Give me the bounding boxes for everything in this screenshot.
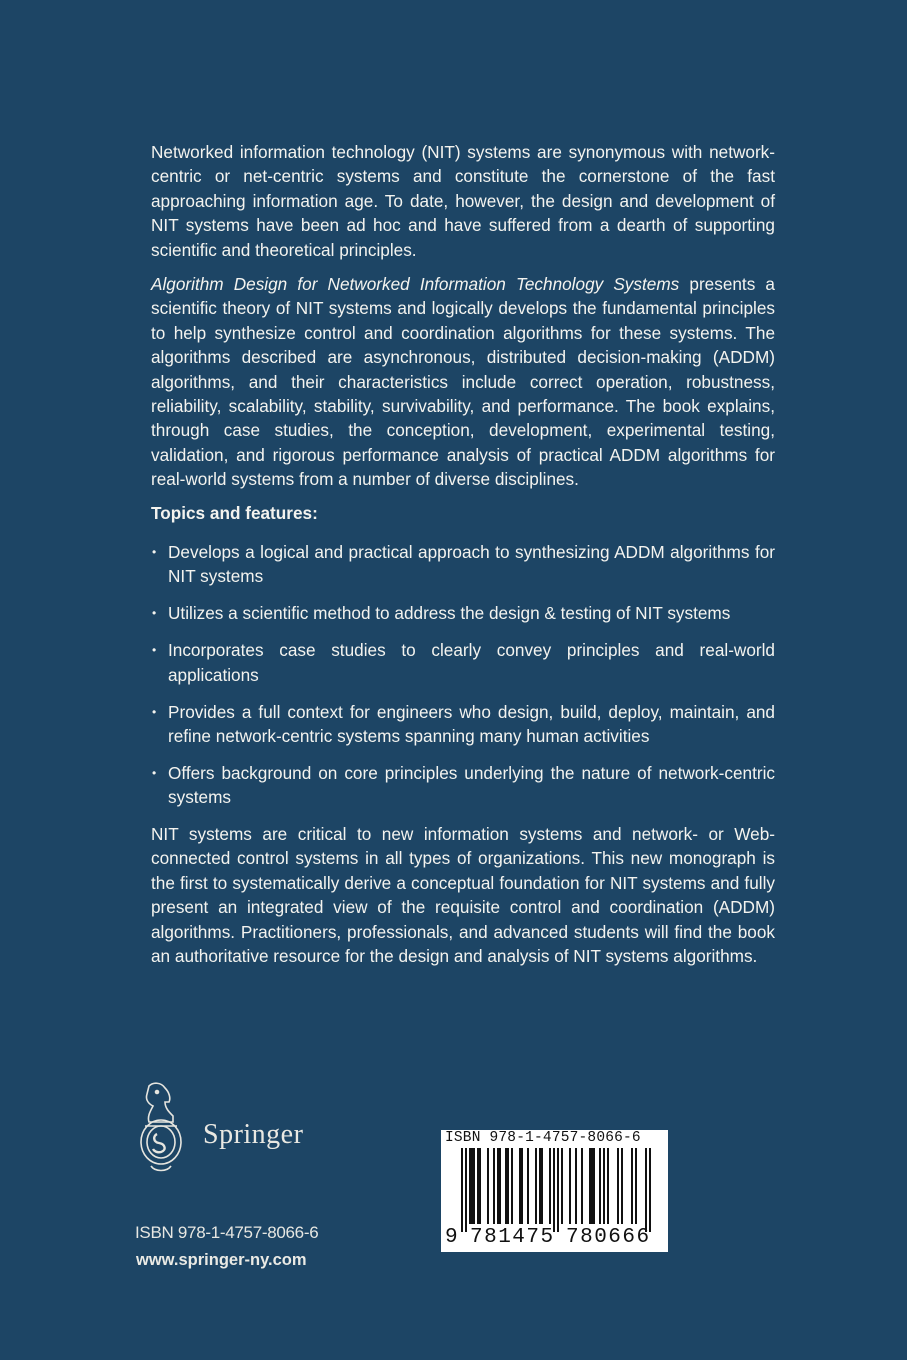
barcode-bar (549, 1148, 551, 1224)
barcode-bar (493, 1148, 495, 1224)
book-title-italic: Algorithm Design for Networked Information Technology Systems (151, 274, 680, 294)
barcode-isbn-text: ISBN 978-1-4757-8066-6 (445, 1130, 641, 1146)
topic-item (151, 540, 775, 589)
description-text: presents a scientific theory of NIT systems and logically develops the fundamental principles to help synthesize control and coordination algorithms for these systems. The algorithms described are asynchronous, distributed decision-making (ADDM) algorithms, and their characteristics include correct operation, robustness, reliability, scalability, stability, survivability, and performance. The book explains, through case studies, the conception, development, experimental testing, validation, and rigorous performance analysis of practical ADDM algorithms for real-world systems from a number of diverse disciplines. (151, 274, 775, 490)
isbn-label: ISBN 978-1-4757-8066-6 (135, 1223, 319, 1242)
barcode-bar (553, 1148, 555, 1232)
barcode-bar (649, 1148, 651, 1232)
barcode-bar (603, 1148, 605, 1224)
topic-item (151, 638, 775, 687)
barcode-bar (465, 1148, 467, 1232)
barcode-bar (521, 1148, 523, 1224)
barcode-bar (569, 1148, 571, 1224)
barcode-bar (575, 1148, 577, 1224)
topics-heading: Topics and features: (151, 503, 318, 523)
topic-text: Incorporates case studies to clearly convey principles and real-world applications (168, 640, 775, 685)
barcode-bar (507, 1148, 509, 1224)
barcode-bar (539, 1148, 541, 1224)
publisher-name: Springer (203, 1119, 304, 1150)
barcode-bar (497, 1148, 499, 1224)
barcode-bar (519, 1148, 521, 1224)
barcode-bar (621, 1148, 623, 1224)
bullet-icon: • (152, 765, 157, 780)
publisher-website[interactable]: www.springer-ny.com (136, 1251, 307, 1269)
topic-text: Offers background on core principles underlying the nature of network-centric systems (168, 762, 775, 808)
barcode-left-digits: 781475 (470, 1226, 555, 1249)
closing-paragraph: NIT systems are critical to new information systems and network- or Web-connected control systems in all types of organizations. This new monograph is the first to systematically derive a conceptual foundation for NIT systems and fully present an integrated view of the requisite control and coordination (ADDM) algorithms. Practitioners, professionals, and advanced students will find the book an authoritative resource for the design and analysis of NIT systems algorithms. (151, 824, 775, 967)
barcode-bar (635, 1148, 637, 1224)
isbn-barcode (441, 1130, 668, 1252)
barcode-bar (541, 1148, 543, 1224)
barcode-bar (479, 1148, 481, 1224)
barcode-bar (511, 1148, 513, 1224)
barcode-bar (477, 1148, 479, 1224)
intro-paragraph: Networked information technology (NIT) systems are synonymous with network-centric or net-centric systems and constitute the cornerstone of the fast approaching information age. To date, however, the design and development of NIT systems have been ad hoc and have suffered from a dearth of supporting scientific and theoretical principles. (151, 142, 775, 260)
barcode-bar (505, 1148, 507, 1224)
bullet-icon: • (152, 643, 157, 658)
barcode-bar (593, 1148, 595, 1224)
barcode-bar (607, 1148, 609, 1224)
topic-text: Utilizes a scientific method to address the design & testing of NIT systems (168, 603, 731, 624)
barcode-bar (591, 1148, 593, 1224)
topics-list (151, 540, 775, 822)
barcode-bar (631, 1148, 633, 1224)
barcode-bar (561, 1148, 563, 1224)
barcode-bar (471, 1148, 473, 1224)
bullet-icon: • (152, 606, 157, 621)
barcode-bar (645, 1148, 647, 1232)
barcode-bar (581, 1148, 583, 1224)
barcode-bar (499, 1148, 501, 1224)
barcode-bar (589, 1148, 591, 1224)
barcode-bar (469, 1148, 471, 1224)
topic-item (151, 761, 775, 810)
barcode-bar (473, 1148, 475, 1224)
barcode-bar (527, 1148, 529, 1224)
barcode-bar (487, 1148, 489, 1224)
barcode-bar (461, 1148, 463, 1232)
topic-item (151, 601, 775, 625)
barcode-bar (557, 1148, 559, 1232)
description-paragraph (151, 272, 775, 492)
barcode-bar (617, 1148, 619, 1224)
barcode-bar (599, 1148, 601, 1224)
bullet-icon: • (152, 704, 157, 719)
topic-text: Develops a logical and practical approach to synthesizing ADDM algorithms for NIT systems (168, 542, 775, 587)
topic-text: Provides a full context for engineers who design, build, deploy, maintain, and refine network-centric systems spanning many human activities (168, 701, 775, 746)
bullet-icon: • (152, 545, 157, 559)
barcode-right-digits: 780666 (566, 1226, 651, 1249)
barcode-bar (535, 1148, 537, 1224)
barcode-bars (441, 1148, 668, 1232)
topic-item (151, 700, 775, 749)
barcode-first-digit: 9 (445, 1226, 458, 1249)
